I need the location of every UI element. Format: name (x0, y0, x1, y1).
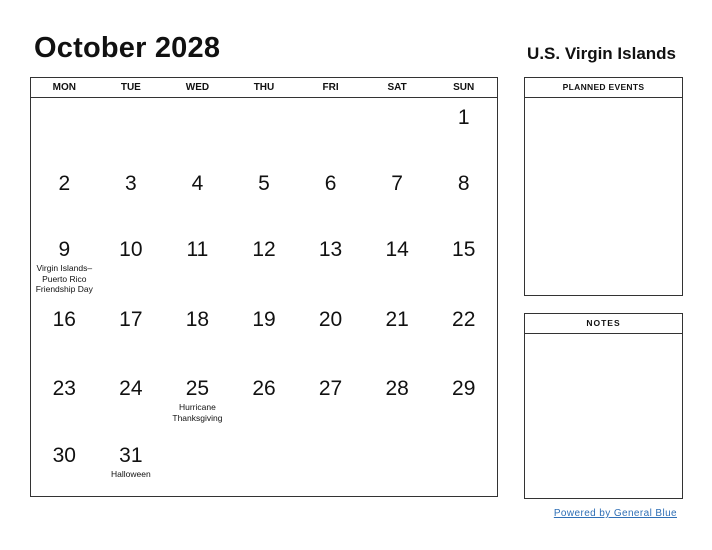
day-number: 2 (58, 172, 71, 195)
calendar-grid (30, 77, 498, 497)
day-cell-1 (430, 98, 497, 164)
day-number: 25 (185, 377, 210, 400)
day-number: 23 (52, 377, 76, 400)
day-cell-23 (31, 369, 98, 436)
day-number: 16 (52, 308, 76, 331)
powered-by-link[interactable]: Powered by General Blue (553, 508, 677, 519)
weekday-sat: SAT (387, 82, 407, 93)
day-number: 11 (186, 238, 209, 261)
day-cell-5 (231, 164, 298, 230)
region-label: U.S. Virgin Islands (527, 44, 676, 63)
day-cell-27 (297, 369, 364, 436)
day-cell-8 (430, 164, 497, 230)
notes-panel (524, 313, 683, 499)
empty-day-cell (364, 98, 431, 164)
empty-day-cell (297, 98, 364, 164)
holiday-label: Virgin Islands–Puerto Rico Friendship Day (35, 263, 93, 294)
weekday-tue: TUE (120, 82, 141, 93)
day-number: 12 (252, 238, 276, 261)
day-number: 28 (385, 377, 409, 400)
day-cell-11 (164, 230, 231, 300)
weekday-mon: MON (52, 82, 76, 93)
day-cell-9 (31, 230, 98, 300)
day-number: 9 (58, 238, 71, 261)
day-number: 29 (452, 377, 476, 400)
empty-day-cell (164, 98, 231, 164)
day-cell-7 (364, 164, 431, 230)
day-cell-13 (297, 230, 364, 300)
empty-day-cell (164, 436, 231, 498)
day-cell-6 (297, 164, 364, 230)
day-number: 18 (185, 308, 210, 331)
day-cell-20 (297, 300, 364, 369)
calendar-title: October 2028 (34, 32, 221, 64)
weekday-wed: WED (185, 82, 210, 93)
day-cell-14 (364, 230, 431, 300)
day-number: 21 (385, 308, 409, 331)
weekday-header (31, 78, 497, 98)
calendar-body (31, 98, 497, 498)
day-cell-10 (98, 230, 165, 300)
day-cell-19 (231, 300, 298, 369)
empty-day-cell (98, 98, 165, 164)
planned-events-panel (524, 77, 683, 296)
planned-events-heading: PLANNED EVENTS (525, 78, 682, 98)
day-number: 22 (452, 308, 476, 331)
day-cell-22 (430, 300, 497, 369)
empty-day-cell (231, 98, 298, 164)
day-number: 4 (191, 172, 204, 195)
day-cell-29 (430, 369, 497, 436)
day-number: 17 (119, 308, 143, 331)
day-number: 5 (258, 172, 270, 195)
holiday-label: Halloween (111, 469, 151, 479)
holiday-label: Hurricane Thanksgiving (172, 402, 223, 423)
day-number: 20 (318, 308, 343, 331)
empty-day-cell (430, 436, 497, 498)
day-number: 27 (318, 377, 343, 400)
empty-day-cell (364, 436, 431, 498)
day-cell-30 (31, 436, 98, 498)
weekday-fri: FRI (322, 82, 339, 93)
day-number: 10 (119, 238, 143, 261)
notes-heading: NOTES (525, 314, 682, 334)
day-number: 24 (119, 377, 143, 400)
empty-day-cell (31, 98, 98, 164)
day-number: 15 (452, 238, 476, 261)
day-number: 26 (252, 377, 276, 400)
day-cell-25 (164, 369, 231, 436)
day-number: 8 (457, 172, 470, 195)
day-cell-24 (98, 369, 165, 436)
day-cell-17 (98, 300, 165, 369)
day-number: 30 (52, 444, 76, 467)
day-cell-15 (430, 230, 497, 300)
day-cell-21 (364, 300, 431, 369)
day-number: 14 (385, 238, 409, 261)
day-number: 7 (391, 172, 403, 195)
empty-day-cell (297, 436, 364, 498)
day-cell-28 (364, 369, 431, 436)
weekday-sun: SUN (453, 82, 475, 93)
day-number: 31 (119, 444, 143, 467)
day-cell-4 (164, 164, 231, 230)
day-cell-2 (31, 164, 98, 230)
day-cell-3 (98, 164, 165, 230)
day-cell-18 (164, 300, 231, 369)
day-number: 13 (318, 238, 343, 261)
day-cell-31 (98, 436, 165, 498)
day-number: 1 (457, 106, 470, 129)
weekday-thu: THU (253, 82, 275, 93)
day-number: 6 (324, 172, 337, 195)
day-cell-26 (231, 369, 298, 436)
day-cell-16 (31, 300, 98, 369)
empty-day-cell (231, 436, 298, 498)
day-number: 3 (125, 172, 137, 195)
day-cell-12 (231, 230, 298, 300)
day-number: 19 (252, 308, 276, 331)
